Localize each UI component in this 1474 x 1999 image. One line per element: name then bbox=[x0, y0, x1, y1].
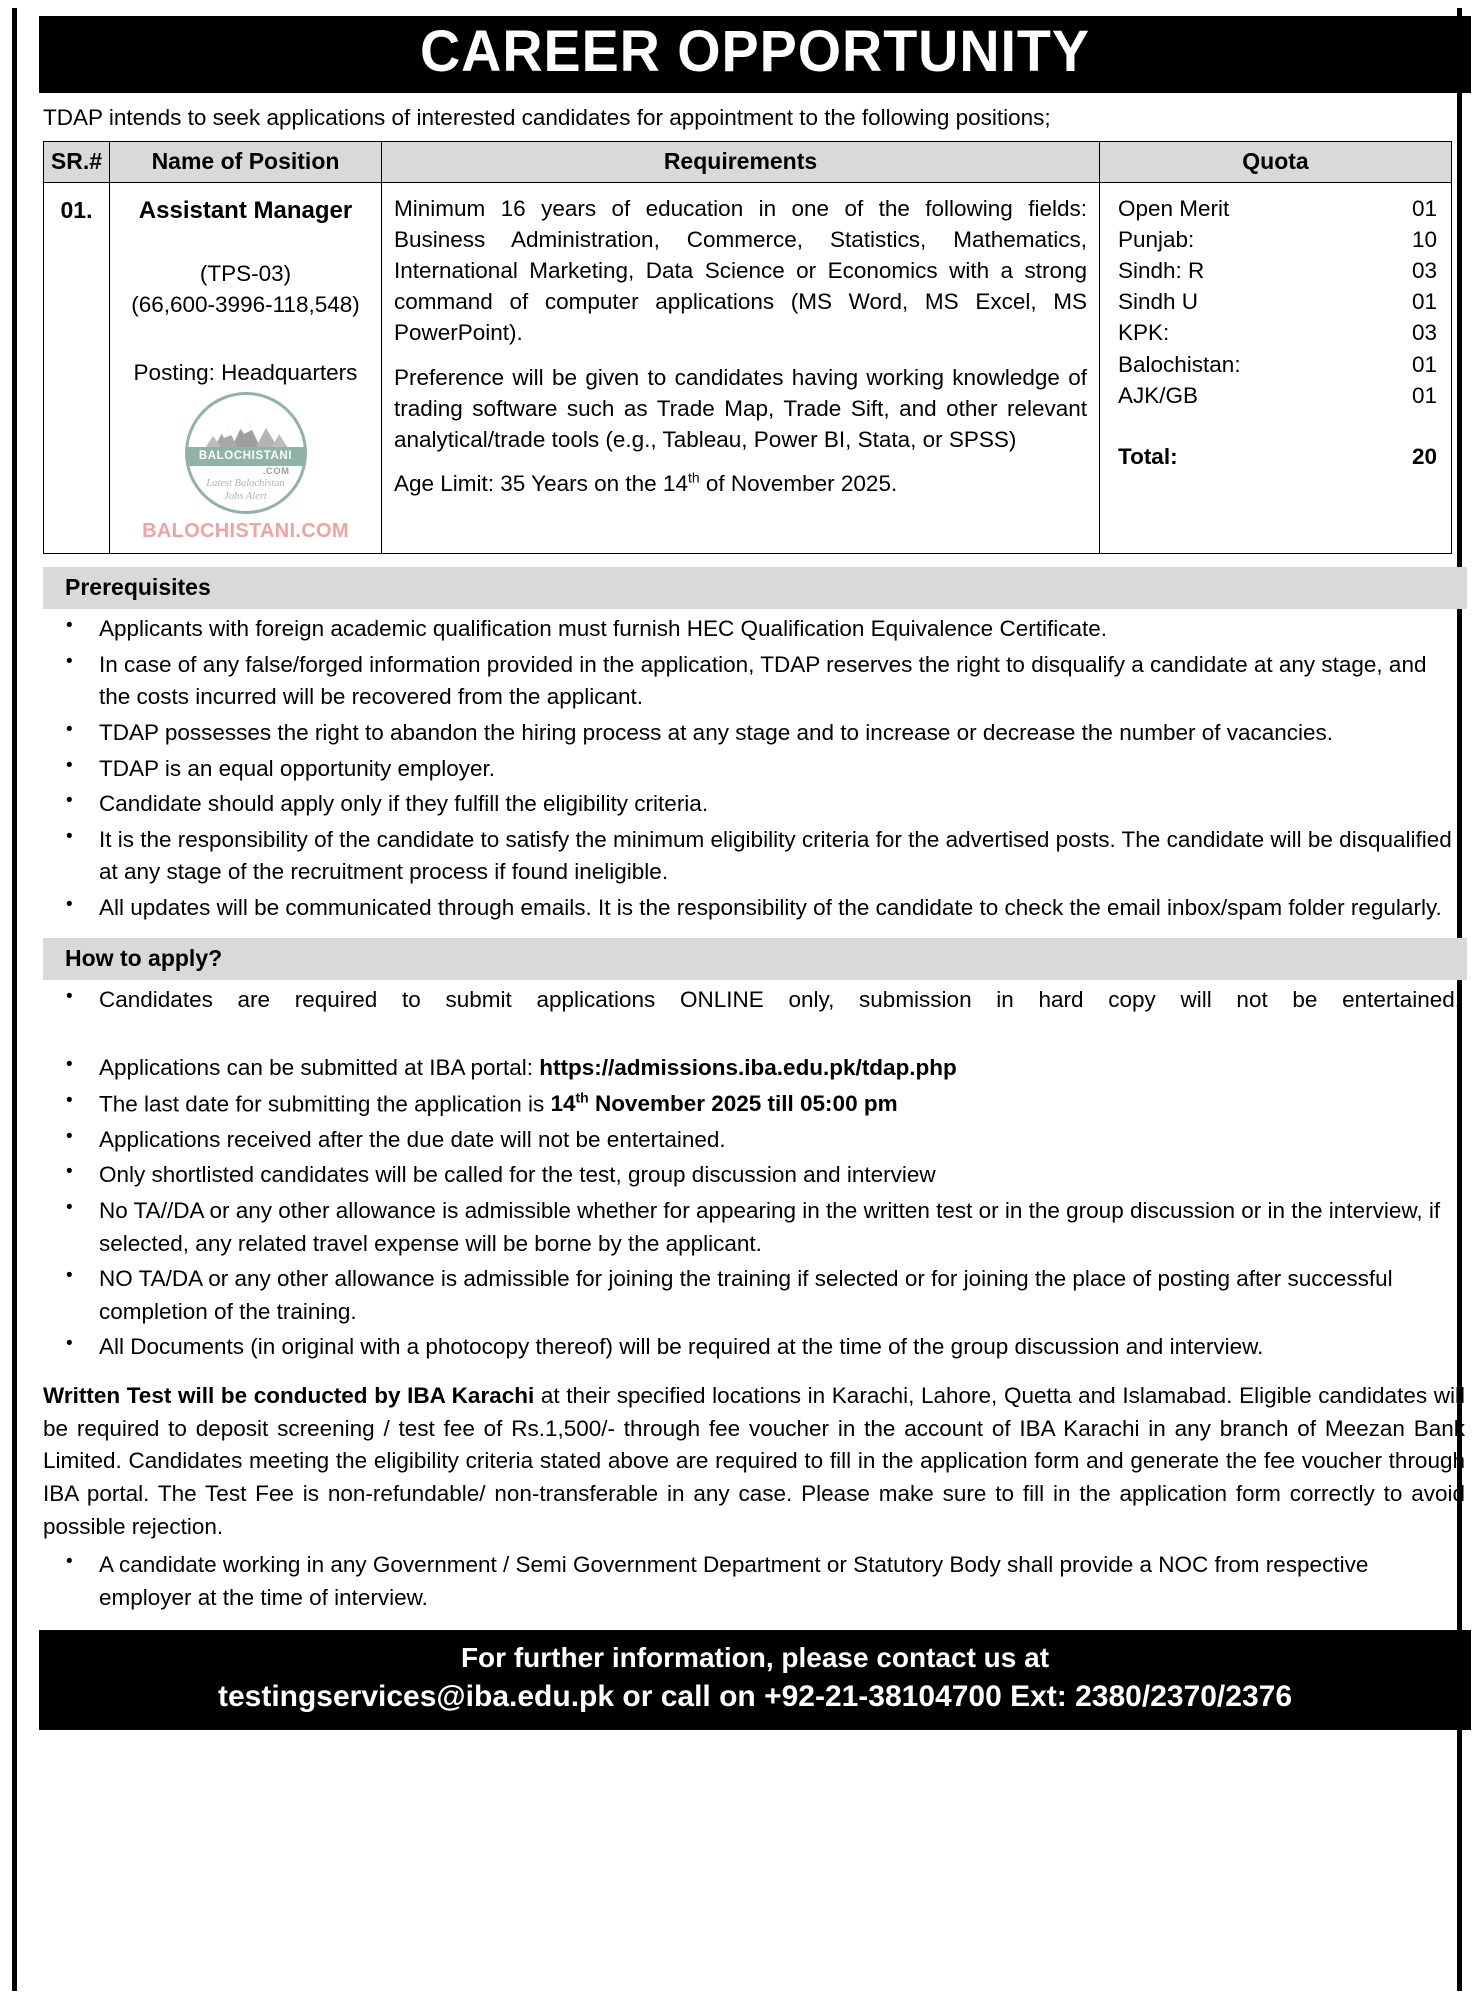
quota-label: Sindh U bbox=[1118, 289, 1199, 315]
column-header-requirements: Requirements bbox=[382, 142, 1100, 183]
footer-contact-heading: For further information, please contact us at bbox=[460, 1642, 1050, 1674]
watermark-tagline-line2: Jobs Alert bbox=[224, 490, 267, 502]
quota-item bbox=[1118, 380, 1437, 411]
quota-item bbox=[1118, 224, 1437, 255]
cell-position-name bbox=[110, 183, 382, 554]
written-test-paragraph bbox=[43, 1380, 1465, 1543]
list-item: • All Documents (in original with a photocopy thereof) will be required at the time of the group discussion and interview. bbox=[43, 1331, 1467, 1364]
list-item: • TDAP is an equal opportunity employer. bbox=[43, 753, 1467, 786]
quota-value: 01 bbox=[1411, 289, 1437, 315]
positions-table bbox=[43, 141, 1452, 554]
requirements-age-limit bbox=[394, 468, 1087, 499]
section-heading-how-to-apply: How to apply? bbox=[43, 938, 1467, 980]
age-limit-ordinal: th bbox=[687, 469, 700, 486]
age-limit-prefix: Age Limit: 35 Years on the 14 bbox=[394, 470, 688, 496]
watermark-brand: BALOCHISTANI bbox=[188, 447, 304, 466]
cell-requirements bbox=[382, 183, 1100, 554]
quota-label: Punjab: bbox=[1118, 227, 1195, 253]
list-item: • Candidates are required to submit applications ONLINE only, submission in hard copy will not be entertained. bbox=[43, 984, 1467, 1049]
quota-total-value: 20 bbox=[1411, 443, 1437, 469]
quota-item bbox=[1118, 349, 1437, 380]
position-posting: Posting: Headquarters bbox=[133, 360, 358, 386]
portal-url[interactable]: https://admissions.iba.edu.pk/tdap.php bbox=[539, 1054, 957, 1080]
footer-contact-details: testingservices@iba.edu.pk or call on +92-21-38104700 Ext: 2380/2370/2376 bbox=[217, 1680, 1293, 1714]
footer-banner bbox=[39, 1630, 1471, 1729]
list-item: • No TA//DA or any other allowance is admissible whether for appearing in the written test or in the group discussion or in the interview, if selected, any related travel expense will be borne by the applicant. bbox=[43, 1195, 1467, 1260]
requirements-paragraph-2: Preference will be given to candidates having working knowledge of trading software such as Trade Map, Trade Sift, and other relevant analytical/trade tools (e.g., Tableau, Power BI, Stata, or SPSS) bbox=[394, 364, 1087, 452]
page-sheet bbox=[12, 8, 1465, 1991]
quota-item bbox=[1118, 193, 1437, 224]
quota-label: Sindh: R bbox=[1118, 258, 1205, 284]
list-item: • A candidate working in any Government / Semi Government Department or Statutory Body shall provide a NOC from respective employer at the time of interview. bbox=[43, 1549, 1467, 1614]
position-tps-grade: (TPS-03) bbox=[199, 261, 292, 287]
quota-value: 01 bbox=[1411, 196, 1437, 222]
last-date-value bbox=[551, 1091, 898, 1116]
list-item: • Applicants with foreign academic qualification must furnish HEC Qualification Equivalence Certificate. bbox=[43, 613, 1467, 646]
last-date-rest: November 2025 till 05:00 pm bbox=[588, 1091, 898, 1117]
watermark-circle bbox=[185, 392, 307, 514]
watermark-logo bbox=[116, 392, 375, 543]
quota-label: KPK: bbox=[1118, 320, 1170, 346]
quota-label: Balochistan: bbox=[1118, 351, 1241, 377]
quota-item bbox=[1118, 317, 1437, 348]
pid-code bbox=[0, 1750, 2, 1881]
last-date-ordinal: th bbox=[575, 1089, 589, 1106]
quota-item bbox=[1118, 286, 1437, 317]
written-test-body: at their specified locations in Karachi, Lahore, Quetta and Islamabad. Eligible candidates will be required to deposit screening / test fee of Rs.1,500/- through fee voucher in the account of IBA Karachi in any branch of Meezan Bank Limited. Candidates meeting the eligibility criteria stated above are required to fill in the application form and generate the fee voucher through IBA portal. The Test Fee is non-refundable/ non-transferable in any case. Please make sure to fill in the application form correctly to avoid possible rejection. bbox=[43, 1383, 1465, 1539]
quota-total bbox=[1118, 441, 1437, 472]
quota-value: 01 bbox=[1411, 351, 1437, 377]
quota-value: 10 bbox=[1411, 227, 1437, 253]
watermark-tagline bbox=[188, 478, 304, 503]
quota-value: 03 bbox=[1411, 258, 1437, 284]
table-row bbox=[44, 183, 1452, 554]
cell-sr-number: 01. bbox=[44, 183, 110, 554]
last-date-day: 14 bbox=[550, 1091, 576, 1117]
list-item: • Only shortlisted candidates will be called for the test, group discussion and interview bbox=[43, 1159, 1467, 1192]
list-item: • Candidate should apply only if they fulfill the eligibility criteria. bbox=[43, 788, 1467, 821]
position-pay-scale: (66,600-3996-118,548) bbox=[131, 291, 360, 317]
page-title: CAREER OPPORTUNITY bbox=[419, 19, 1091, 84]
quota-value: 03 bbox=[1411, 320, 1437, 346]
header-banner bbox=[39, 16, 1471, 93]
list-item: • All updates will be communicated through emails. It is the responsibility of the candidate to check the email inbox/spam folder regularly. bbox=[43, 892, 1467, 925]
intro-text: TDAP intends to seek applications of interested candidates for appointment to the following positions; bbox=[43, 104, 1051, 130]
list-item: • It is the responsibility of the candidate to satisfy the minimum eligibility criteria for the advertised posts. The candidate will be disqualified at any stage of the recruitment process if found ineligible. bbox=[43, 824, 1467, 889]
requirements-paragraph-1: Minimum 16 years of education in one of the following fields: Business Administration, Commerce, Statistics, Mathematics, International Marketing, Data Science or Economics with a strong command of computer applications (MS Word, MS Excel, MS PowerPoint). bbox=[394, 196, 1087, 346]
list-item: • TDAP possesses the right to abandon the hiring process at any stage and to increase or decrease the number of vacancies. bbox=[43, 717, 1467, 750]
quota-total-label: Total: bbox=[1118, 443, 1178, 469]
last-date-prefix: The last date for submitting the application is bbox=[99, 1091, 551, 1117]
list-item bbox=[43, 1088, 1467, 1121]
position-title: Assistant Manager bbox=[138, 197, 353, 225]
watermark-tagline-line1: Latest Balochistan bbox=[206, 478, 285, 490]
prerequisites-list bbox=[43, 613, 1467, 925]
column-header-sr: SR.# bbox=[44, 142, 110, 183]
column-header-quota: Quota bbox=[1100, 142, 1452, 183]
cell-quota bbox=[1100, 183, 1452, 554]
section-heading-prerequisites: Prerequisites bbox=[43, 567, 1467, 609]
age-limit-suffix: of November 2025. bbox=[699, 470, 898, 496]
list-item: • NO TA/DA or any other allowance is admissible for joining the training if selected or for joining the place of posting after successful completion of the training. bbox=[43, 1263, 1467, 1328]
mountain-icon bbox=[200, 417, 292, 451]
portal-text-prefix: Applications can be submitted at IBA portal: bbox=[99, 1054, 540, 1080]
noc-list bbox=[43, 1549, 1467, 1614]
quota-value: 01 bbox=[1411, 382, 1437, 408]
column-header-position: Name of Position bbox=[110, 142, 382, 183]
quota-item bbox=[1118, 255, 1437, 286]
table-header-row bbox=[44, 142, 1452, 183]
how-to-apply-list bbox=[43, 984, 1467, 1364]
list-item: • Applications received after the due date will not be entertained. bbox=[43, 1124, 1467, 1157]
list-item bbox=[43, 1052, 1467, 1085]
watermark-caption: BALOCHISTANI.COM bbox=[142, 520, 349, 543]
watermark-dotcom: .COM bbox=[262, 466, 290, 478]
quota-label: AJK/GB bbox=[1118, 382, 1199, 408]
list-item: • In case of any false/forged information provided in the application, TDAP reserves the right to disqualify a candidate at any stage, and the costs incurred will be recovered from the applicant. bbox=[43, 649, 1467, 714]
written-test-lead: Written Test will be conducted by IBA Karachi bbox=[43, 1383, 535, 1409]
page-inner bbox=[39, 16, 1471, 1730]
quota-label: Open Merit bbox=[1118, 196, 1230, 222]
